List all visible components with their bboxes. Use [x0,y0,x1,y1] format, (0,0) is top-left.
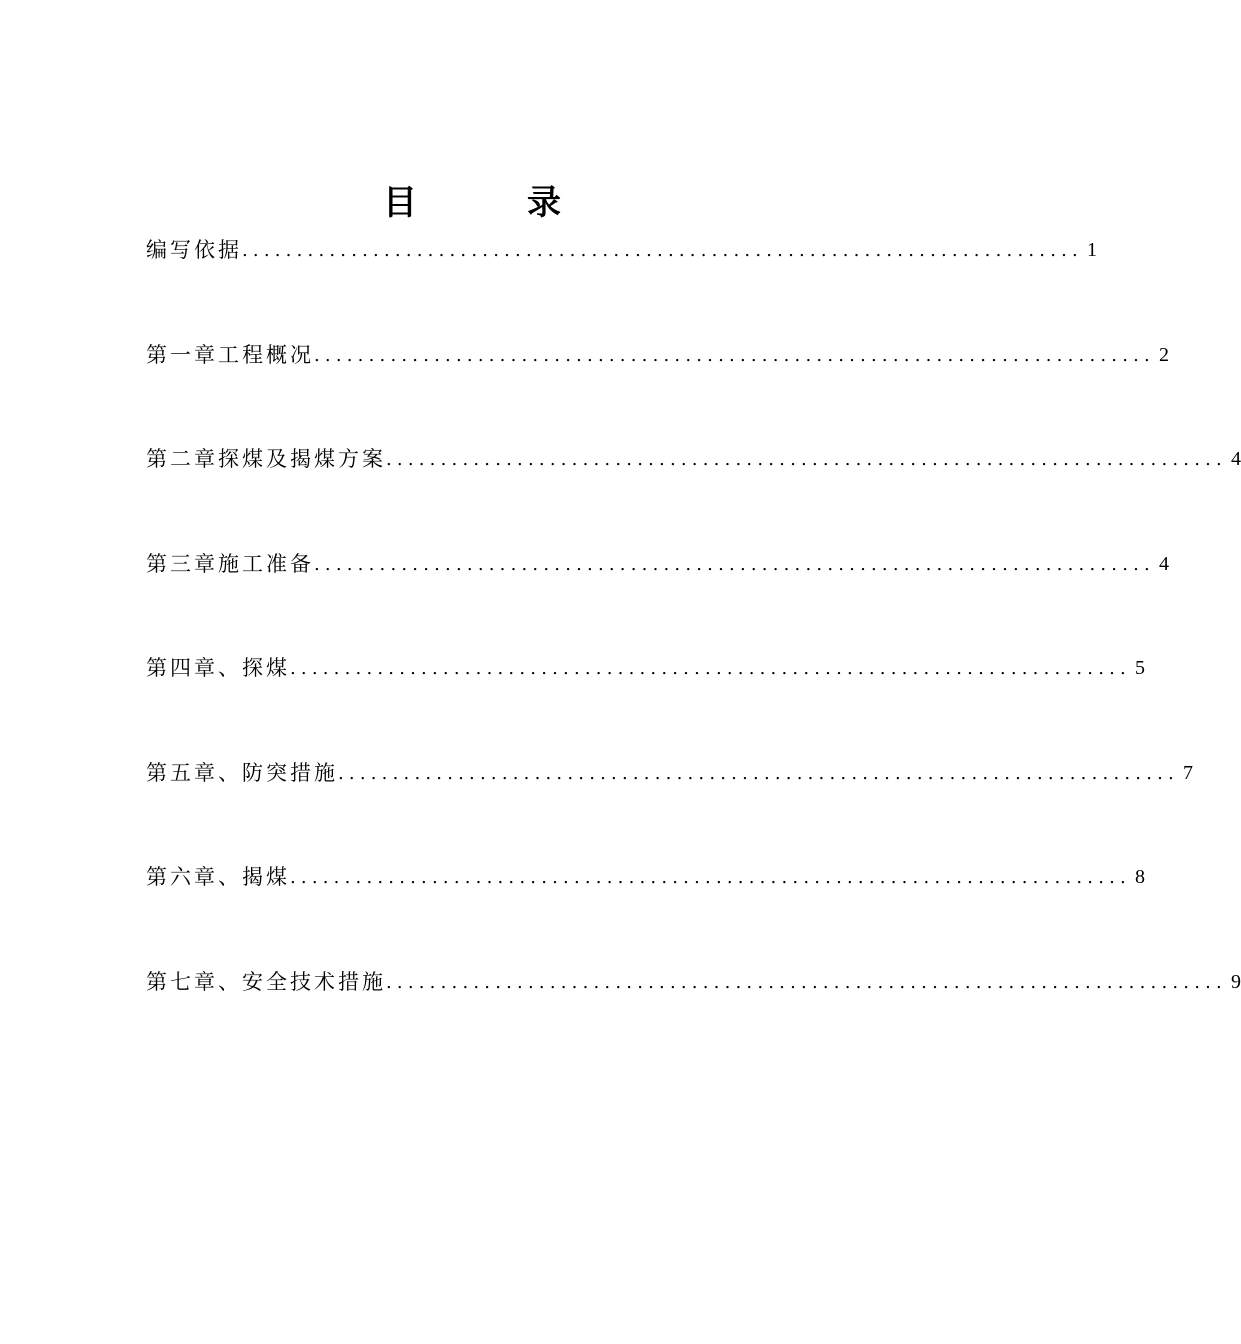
toc-entry[interactable] [146,548,1169,580]
toc-entry-page: 1 [1086,239,1097,261]
toc-entry-chapter: 第五章、防突措施 [146,760,338,785]
toc-entry-chapter: 第四章、探煤 [146,656,290,680]
toc-list [146,234,1241,1070]
toc-entry-chapter: 第二章 [146,447,218,471]
toc-entry[interactable] [146,339,1169,371]
toc-entry[interactable] [146,757,1193,789]
toc-entry[interactable] [146,443,1241,475]
toc-entry-page: 5 [1134,657,1145,679]
toc-leader-dots: ............................................................................. [290,867,1131,888]
toc-entry[interactable] [146,966,1241,998]
toc-leader-dots: ............................................................................. [314,344,1155,366]
toc-entry-chapter: 第六章、揭煤 [146,865,290,889]
toc-title-right: 录 [527,183,561,223]
toc-entry-page: 7 [1182,761,1193,784]
toc-entry-text: 施工准备 [218,551,314,576]
toc-entry-chapter: 第三章 [146,551,218,576]
toc-entry-chapter: 第一章 [146,342,218,367]
toc-entry-chapter: 编写依据 [146,238,242,262]
toc-entry-page: 2 [1158,343,1169,366]
toc-title-left: 目 [383,183,417,223]
toc-entry-page: 9 [1230,970,1241,993]
toc-leader-dots: ............................................................................. [386,971,1227,993]
toc-entry-page: 8 [1134,866,1145,888]
toc-leader-dots: ............................................................................. [242,240,1083,261]
toc-leader-dots: ............................................................................. [386,449,1227,470]
toc-entry[interactable] [146,234,1097,266]
toc-entry-page: 4 [1158,552,1169,575]
toc-entry-chapter: 第七章、安全技术措施 [146,969,386,994]
toc-entry-text: 探煤及揭煤方案 [218,447,386,471]
toc-entry[interactable] [146,861,1145,893]
toc-title [0,178,947,228]
toc-leader-dots: ............................................................................. [314,553,1155,575]
toc-leader-dots: ............................................................................. [338,762,1179,784]
toc-leader-dots: ............................................................................. [290,658,1131,679]
toc-entry-page: 4 [1230,448,1241,470]
toc-entry[interactable] [146,652,1145,684]
toc-entry-text: 工程概况 [218,342,314,367]
